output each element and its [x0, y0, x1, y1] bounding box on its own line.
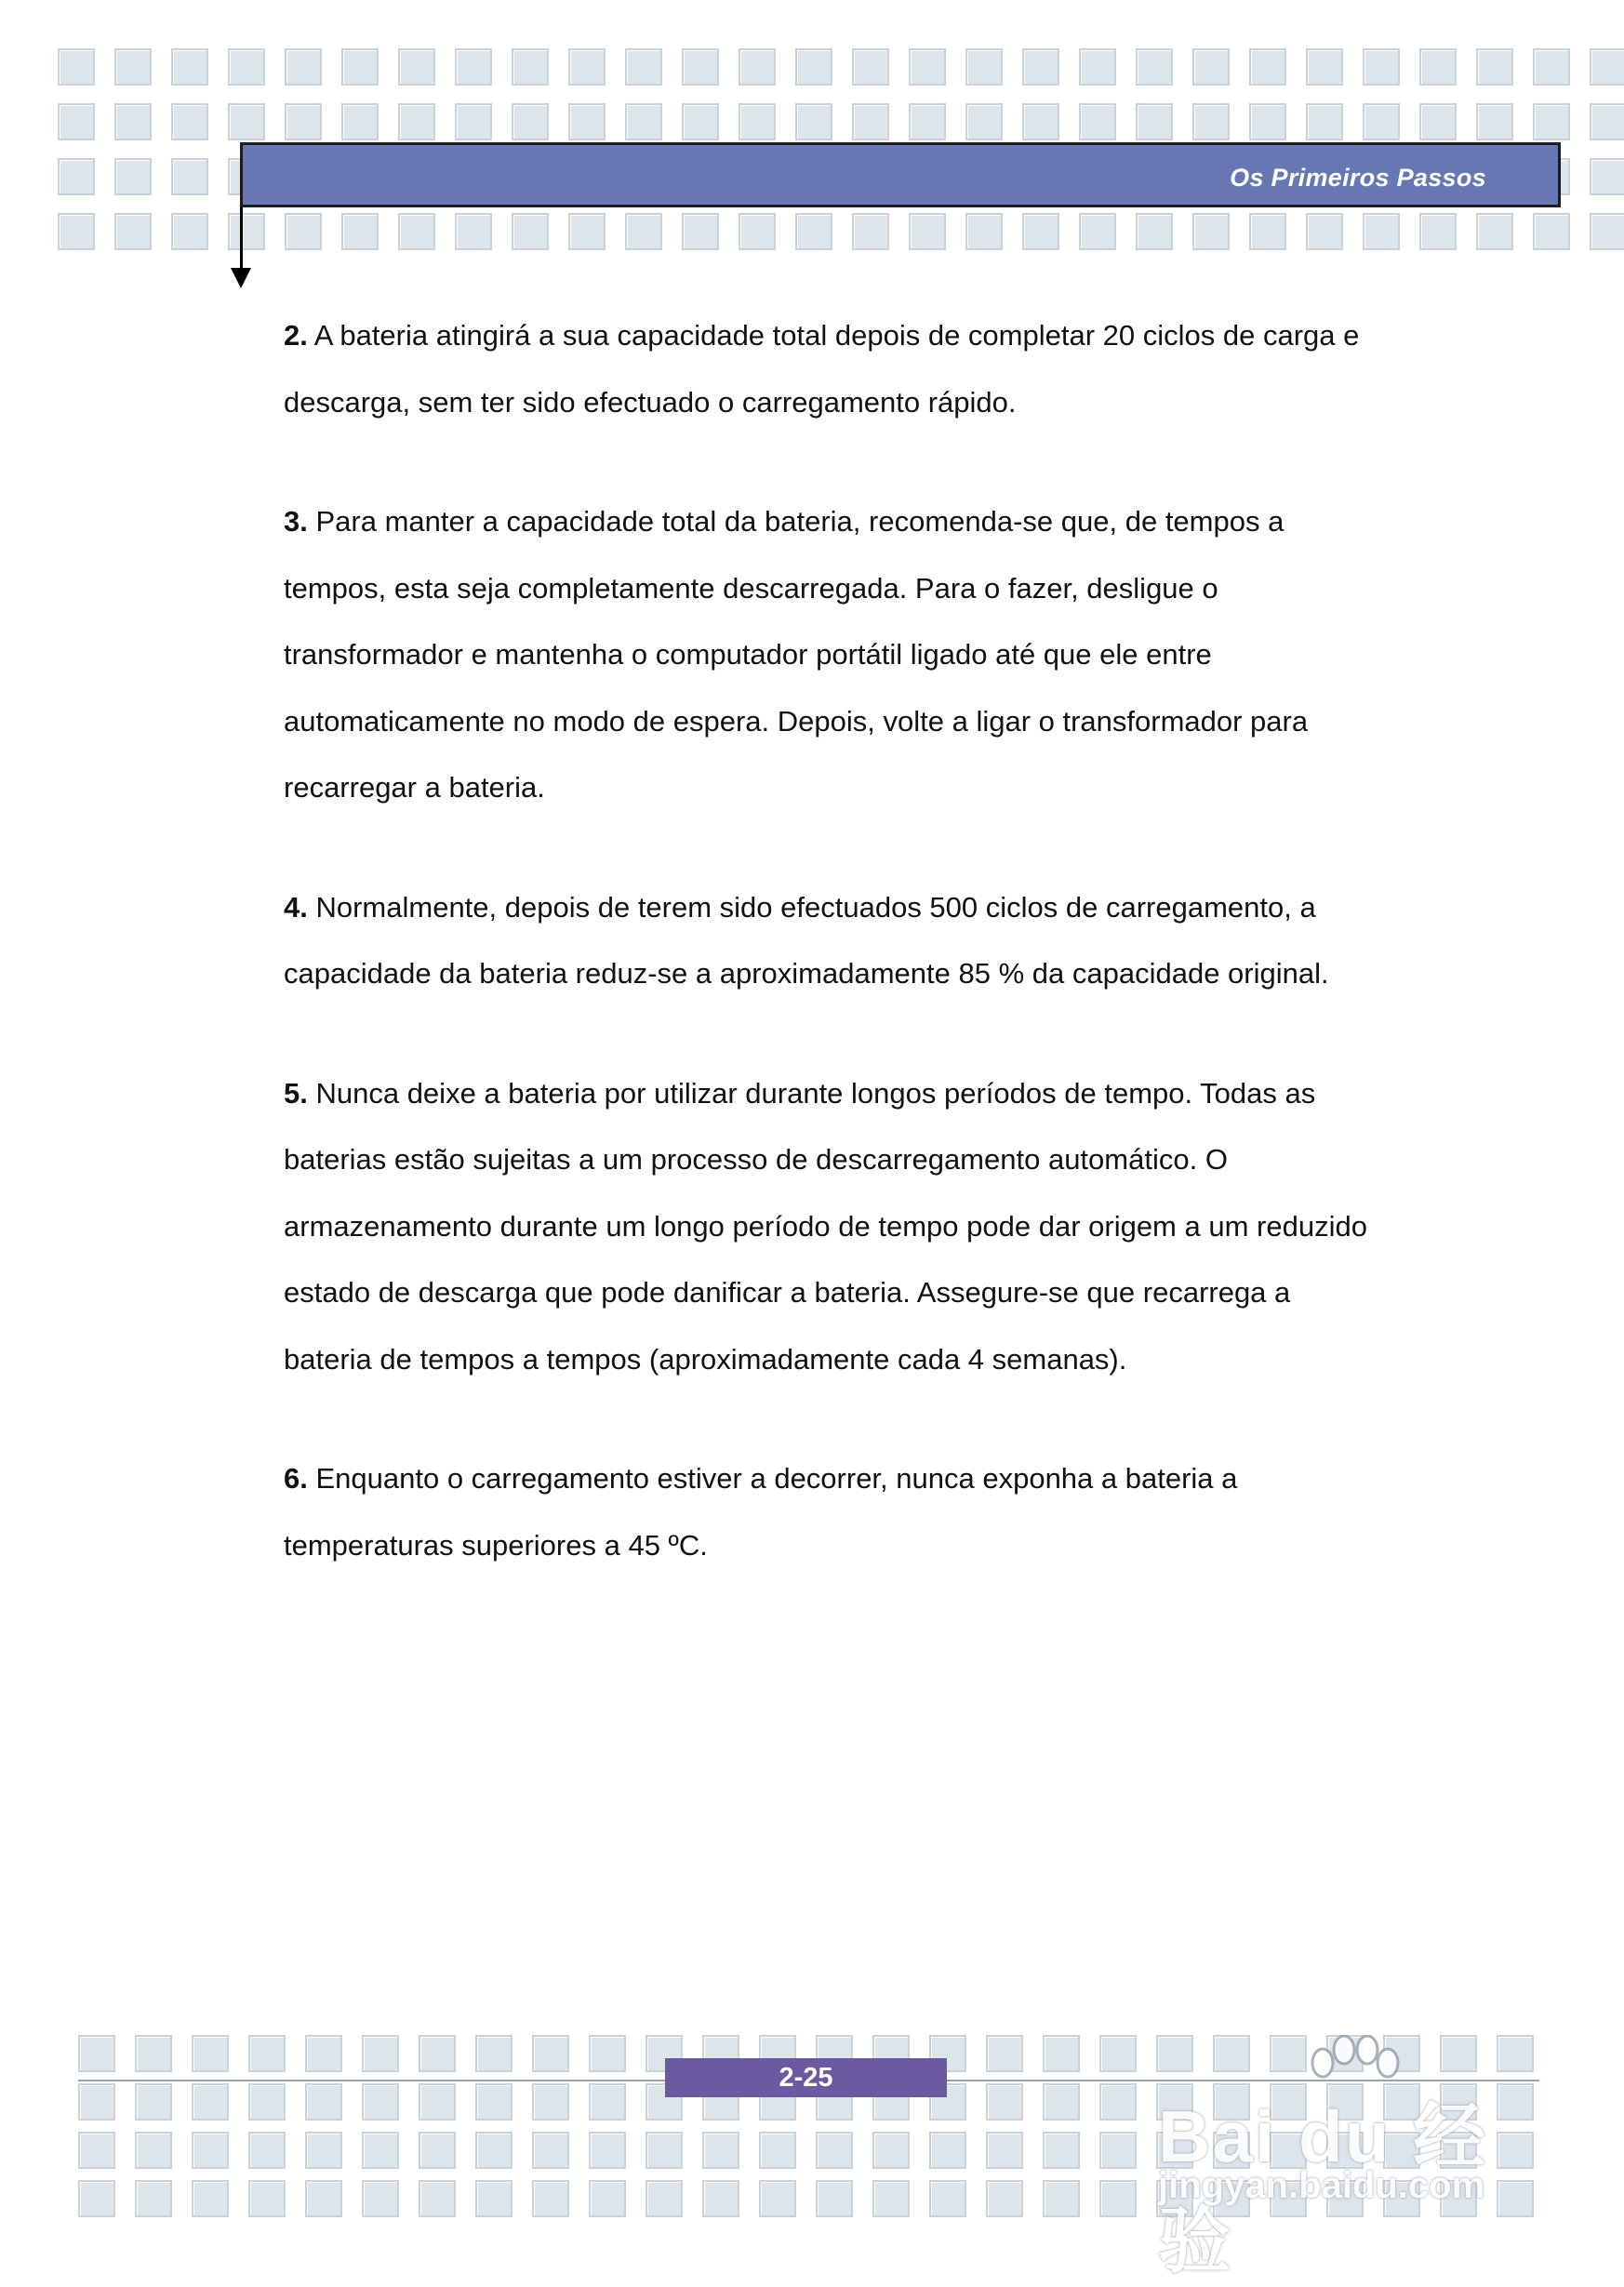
- decorative-tile: [1533, 103, 1570, 140]
- decorative-tile: [1363, 213, 1400, 250]
- decorative-tile: [512, 213, 549, 250]
- arrow-line: [240, 206, 243, 272]
- decorative-tile: [1192, 103, 1230, 140]
- decorative-tile: [1249, 103, 1286, 140]
- decorative-tile: [135, 2083, 172, 2121]
- baidu-watermark: [1139, 2028, 1530, 2281]
- decorative-tile: [512, 103, 549, 140]
- decorative-tile: [135, 2035, 172, 2072]
- decorative-tile: [1099, 2035, 1137, 2072]
- decorative-tile: [1249, 48, 1286, 86]
- decorative-tile: [78, 2132, 115, 2169]
- decorative-tile: [58, 158, 95, 195]
- decorative-tile: [532, 2132, 569, 2169]
- decorative-tile: [816, 2132, 853, 2169]
- page-number: 2-25: [665, 2058, 947, 2097]
- decorative-tile: [248, 2035, 286, 2072]
- decorative-tile: [1476, 213, 1513, 250]
- list-item-6: [284, 1445, 1381, 1578]
- decorative-tile: [1136, 48, 1173, 86]
- decorative-tile: [114, 213, 152, 250]
- decorative-tile: [305, 2180, 342, 2217]
- decorative-tile: [1136, 103, 1173, 140]
- watermark-url: jingyan.baidu.com: [1158, 2165, 1485, 2206]
- decorative-tile: [986, 2132, 1023, 2169]
- decorative-tile: [1099, 2083, 1137, 2121]
- item-number: 2.: [284, 319, 308, 352]
- decorative-tile: [682, 103, 719, 140]
- decorative-tile: [455, 213, 492, 250]
- decorative-tile: [475, 2035, 512, 2072]
- decorative-tile: [1099, 2132, 1137, 2169]
- decorative-tile: [929, 2132, 966, 2169]
- decorative-tile: [228, 48, 265, 86]
- decorative-tile: [58, 103, 95, 140]
- item-text: Para manter a capacidade total da bateria, recomenda-se que, de tempos a tempos, esta seja completamente descarregada. Para o fazer, desligue o transformador e mantenha o computador portátil ligado até que ele entre automaticamente no modo de espera. Depois, volte a ligar o transformador para recarregar a bateria.: [284, 505, 1309, 804]
- decorative-tile: [135, 2132, 172, 2169]
- decorative-tile: [568, 103, 606, 140]
- decorative-tile: [1590, 213, 1624, 250]
- decorative-tile: [872, 2180, 910, 2217]
- decorative-tile: [419, 2035, 456, 2072]
- decorative-tile: [532, 2083, 569, 2121]
- decorative-tile: [816, 2180, 853, 2217]
- decorative-tile: [362, 2180, 399, 2217]
- decorative-tile: [625, 213, 662, 250]
- decorative-tile: [78, 2083, 115, 2121]
- decorative-tile: [362, 2083, 399, 2121]
- decorative-tile: [341, 48, 379, 86]
- arrow-down-icon: [231, 268, 251, 288]
- decorative-tile: [1363, 103, 1400, 140]
- decorative-tile: [78, 2180, 115, 2217]
- decorative-tile: [419, 2132, 456, 2169]
- item-number: 3.: [284, 505, 308, 538]
- decorative-tile: [228, 103, 265, 140]
- decorative-tile: [759, 2180, 796, 2217]
- decorative-tile: [1419, 103, 1457, 140]
- decorative-tile: [1043, 2180, 1080, 2217]
- decorative-tile: [646, 2180, 683, 2217]
- decorative-tile: [475, 2083, 512, 2121]
- decorative-tile: [305, 2083, 342, 2121]
- decorative-tile: [248, 2180, 286, 2217]
- decorative-tile: [228, 213, 265, 250]
- decorative-tile: [455, 48, 492, 86]
- decorative-tile: [909, 48, 946, 86]
- decorative-tile: [986, 2083, 1023, 2121]
- decorative-tile: [646, 2132, 683, 2169]
- decorative-tile: [589, 2035, 626, 2072]
- decorative-tile: [1306, 213, 1343, 250]
- decorative-tile: [475, 2132, 512, 2169]
- decorative-tile: [986, 2180, 1023, 2217]
- decorative-tile: [909, 103, 946, 140]
- decorative-tile: [852, 48, 889, 86]
- decorative-tile: [909, 213, 946, 250]
- decorative-tile: [702, 2132, 739, 2169]
- decorative-tile: [1079, 48, 1116, 86]
- decorative-tile: [795, 48, 832, 86]
- decorative-tile: [475, 2180, 512, 2217]
- decorative-tile: [305, 2132, 342, 2169]
- decorative-tile: [419, 2180, 456, 2217]
- decorative-tile: [171, 48, 208, 86]
- decorative-tile: [58, 213, 95, 250]
- body-content: [284, 302, 1381, 1631]
- decorative-tile: [1022, 48, 1059, 86]
- decorative-tile: [589, 2083, 626, 2121]
- decorative-tile: [625, 103, 662, 140]
- decorative-tile: [341, 103, 379, 140]
- decorative-tile: [1476, 48, 1513, 86]
- decorative-tile: [1306, 48, 1343, 86]
- decorative-tile: [1022, 103, 1059, 140]
- decorative-tile: [1249, 213, 1286, 250]
- decorative-tile: [78, 2035, 115, 2072]
- decorative-tile: [1419, 213, 1457, 250]
- list-item-3: [284, 488, 1381, 821]
- decorative-tile: [965, 213, 1003, 250]
- decorative-tile: [1419, 48, 1457, 86]
- item-text: Enquanto o carregamento estiver a decorrer, nunca exponha a bateria a temperaturas superiores a 45 ºC.: [284, 1462, 1238, 1562]
- decorative-tile: [965, 103, 1003, 140]
- decorative-tile: [1306, 103, 1343, 140]
- decorative-tile: [532, 2035, 569, 2072]
- header-title: Os Primeiros Passos: [1230, 164, 1486, 192]
- decorative-tile: [852, 103, 889, 140]
- decorative-tile: [114, 103, 152, 140]
- decorative-tile: [1476, 103, 1513, 140]
- decorative-tile: [285, 213, 322, 250]
- decorative-tile: [1136, 213, 1173, 250]
- decorative-tile: [1022, 213, 1059, 250]
- decorative-tile: [171, 158, 208, 195]
- decorative-tile: [1043, 2035, 1080, 2072]
- decorative-tile: [1590, 48, 1624, 86]
- decorative-tile: [248, 2132, 286, 2169]
- watermark-logo: Bai du 经验: [1158, 2095, 1488, 2281]
- decorative-tile: [1533, 48, 1570, 86]
- decorative-tile: [702, 2180, 739, 2217]
- decorative-tile: [795, 103, 832, 140]
- decorative-tile: [965, 48, 1003, 86]
- decorative-tile: [341, 213, 379, 250]
- decorative-tile: [929, 2180, 966, 2217]
- item-number: 5.: [284, 1076, 308, 1110]
- decorative-tile: [1099, 2180, 1137, 2217]
- decorative-tile: [192, 2083, 229, 2121]
- decorative-tile: [795, 213, 832, 250]
- decorative-tile: [419, 2083, 456, 2121]
- decorative-tile: [248, 2083, 286, 2121]
- decorative-tile: [455, 103, 492, 140]
- item-number: 6.: [284, 1462, 308, 1495]
- decorative-tile: [1192, 48, 1230, 86]
- decorative-tile: [114, 48, 152, 86]
- decorative-tile: [362, 2035, 399, 2072]
- decorative-tile: [682, 213, 719, 250]
- decorative-tile: [135, 2180, 172, 2217]
- decorative-tile: [1533, 213, 1570, 250]
- decorative-tile: [739, 103, 776, 140]
- decorative-tile: [58, 48, 95, 86]
- decorative-tile: [739, 48, 776, 86]
- decorative-tile: [1192, 213, 1230, 250]
- list-item-5: [284, 1060, 1381, 1393]
- item-text: A bateria atingirá a sua capacidade total depois de completar 20 ciclos de carga e descarga, sem ter sido efectuado o carregamento rápido.: [284, 319, 1360, 419]
- decorative-tile: [398, 103, 435, 140]
- decorative-tile: [682, 48, 719, 86]
- decorative-tile: [192, 2035, 229, 2072]
- decorative-tile: [305, 2035, 342, 2072]
- decorative-tile: [171, 213, 208, 250]
- decorative-tile: [1079, 103, 1116, 140]
- decorative-tile: [589, 2132, 626, 2169]
- decorative-tile: [192, 2180, 229, 2217]
- decorative-tile: [362, 2132, 399, 2169]
- decorative-tile: [171, 103, 208, 140]
- decorative-tile: [1043, 2132, 1080, 2169]
- decorative-tile: [114, 158, 152, 195]
- decorative-tile: [759, 2132, 796, 2169]
- decorative-tile: [285, 48, 322, 86]
- decorative-tile: [398, 48, 435, 86]
- decorative-tile: [512, 48, 549, 86]
- decorative-tile: [1363, 48, 1400, 86]
- item-number: 4.: [284, 890, 308, 924]
- decorative-tile: [986, 2035, 1023, 2072]
- decorative-tile: [1590, 158, 1624, 195]
- decorative-tile: [1043, 2083, 1080, 2121]
- list-item-2: [284, 302, 1381, 435]
- decorative-tile: [872, 2132, 910, 2169]
- decorative-tile: [852, 213, 889, 250]
- decorative-tile: [532, 2180, 569, 2217]
- decorative-tile: [285, 103, 322, 140]
- list-item-4: [284, 874, 1381, 1007]
- item-text: Normalmente, depois de terem sido efectuados 500 ciclos de carregamento, a capacidade da bateria reduz-se a aproximadamente 85 % da capacidade original.: [284, 890, 1329, 990]
- decorative-tile: [568, 213, 606, 250]
- decorative-tile: [192, 2132, 229, 2169]
- decorative-tile: [568, 48, 606, 86]
- decorative-tile: [739, 213, 776, 250]
- item-text: Nunca deixe a bateria por utilizar durante longos períodos de tempo. Todas as baterias estão sujeitas a um processo de descarregamento automático. O armazenamento durante um longo período de tempo pode dar origem a um reduzido estado de descarga que pode danificar a bateria. Assegure-se que recarrega a bateria de tempos a tempos (aproximadamente cada 4 semanas).: [284, 1076, 1367, 1376]
- decorative-tile: [1590, 103, 1624, 140]
- decorative-tile: [625, 48, 662, 86]
- decorative-tile: [1079, 213, 1116, 250]
- decorative-tile: [589, 2180, 626, 2217]
- decorative-tile: [398, 213, 435, 250]
